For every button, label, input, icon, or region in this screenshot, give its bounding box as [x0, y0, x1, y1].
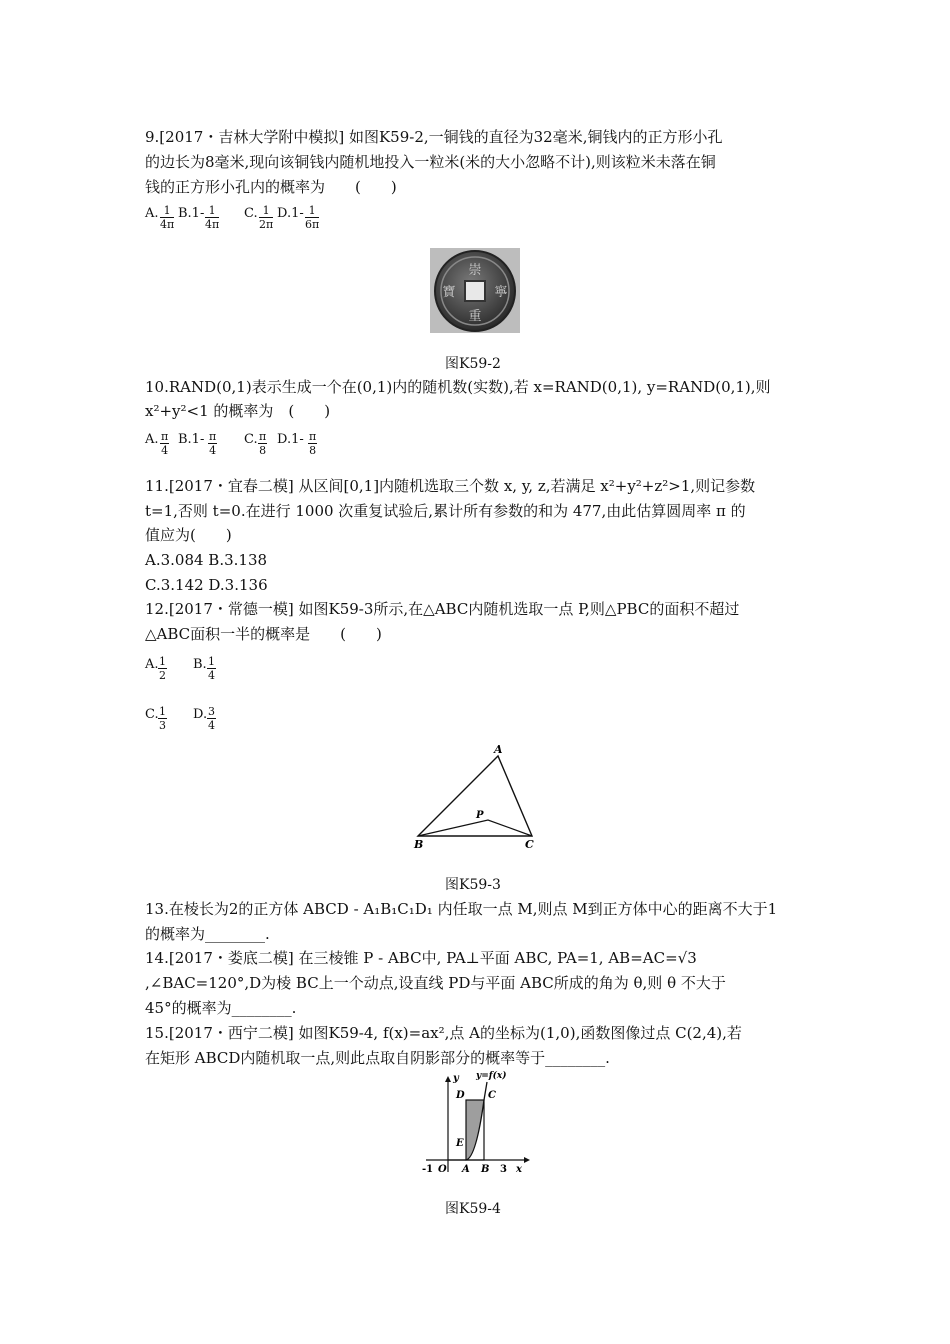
vertex-c-label: C [525, 838, 534, 851]
q10-option-b-fraction: $\frac{\pi}{4}$ [209, 430, 217, 457]
q11-line-3: 值应为( ) [145, 526, 232, 544]
q12-line-1: 12.[2017・常德一模] 如图K59-3所示,在△ABC内随机选取一点 P,则△PBC的面积不超过 [145, 600, 740, 618]
vertex-b-label: B [414, 838, 424, 851]
y-axis-arrow [445, 1076, 451, 1082]
q11-line-1: 11.[2017・宜春二模] 从区间[0,1]内随机选取三个数 x, y, z,若满足 x²+y²+z²>1,则记参数 [145, 477, 756, 495]
q10-option-d-label: D.1- [277, 432, 304, 447]
point-d-label: D [456, 1090, 465, 1101]
q9-option-a-label: A. [145, 206, 159, 221]
function-graph-figure [420, 1068, 535, 1180]
figure-caption-k59-4: 图K59-4 [445, 1201, 501, 1217]
q10-option-b-label: B.1- [178, 432, 205, 447]
q9-line-1: 9.[2017・吉林大学附中模拟] 如图K59-2,一铜钱的直径为32毫米,铜钱内的正方形小孔 [145, 128, 723, 146]
q12-option-a-label: A. [145, 657, 159, 672]
q10-option-a-fraction: $\frac{\pi}{4}$ [161, 430, 169, 457]
triangle-figure [408, 740, 548, 852]
point-b-label: B [481, 1164, 490, 1175]
q9-option-d-label: D.1- [277, 206, 304, 221]
q14-line-3: 45°的概率为________. [145, 999, 297, 1017]
q11-options-ab: A.3.084 B.3.138 [145, 551, 268, 569]
coin-glyph-right: 寧 [494, 285, 508, 300]
q10-option-d-fraction: $\frac{\pi}{8}$ [309, 430, 317, 457]
y-axis-label: y [453, 1073, 459, 1084]
figure-caption-k59-2: 图K59-2 [445, 356, 501, 372]
triangle-pbc-sides [418, 820, 532, 836]
q9-line-3: 钱的正方形小孔内的概率为 ( ) [145, 178, 397, 196]
point-c-label: C [488, 1090, 496, 1101]
q15-line-1: 15.[2017・西宁二模] 如图K59-4, f(x)=ax²,点 A的坐标为(1,0),函数图像过点 C(2,4),若 [145, 1024, 742, 1042]
q9-option-d-fraction: $\frac{1}{6\pi}$ [305, 204, 320, 231]
q9-option-c-fraction: $\frac{1}{2\pi}$ [259, 204, 274, 231]
coin-graphic [430, 248, 520, 333]
origin-label: O [438, 1164, 447, 1175]
shaded-region [466, 1100, 484, 1160]
q9-option-a-fraction: $\frac{1}{4\pi}$ [160, 204, 175, 231]
curve-label: y=f(x) [476, 1071, 507, 1081]
coin-photo [430, 248, 520, 333]
x-axis-arrow [524, 1157, 530, 1163]
triangle-abc [418, 756, 532, 836]
point-p-label: P [476, 810, 484, 821]
q14-line-1: 14.[2017・娄底二模] 在三棱锥 P - ABC中, PA⊥平面 ABC, PA=1, AB=AC=√3 [145, 949, 697, 967]
coin-glyph-top: 崇 [468, 263, 482, 278]
coin-glyph-bottom: 重 [468, 309, 482, 324]
q9-option-b-label: B.1- [178, 206, 205, 221]
q12-option-d-label: D. [193, 707, 208, 722]
q10-line-2: x²+y²<1 的概率为 ( ) [145, 402, 331, 420]
q12-option-a-fraction: $\frac{1}{2}$ [159, 655, 166, 682]
q12-line-2: △ABC面积一半的概率是 ( ) [145, 625, 382, 643]
q11-line-2: t=1,否则 t=0.在进行 1000 次重复试验后,累计所有参数的和为 477,由此估算圆周率 π 的 [145, 502, 746, 520]
q12-option-c-label: C. [145, 707, 159, 722]
q15-line-2: 在矩形 ABCD内随机取一点,则此点取自阴影部分的概率等于________. [145, 1049, 610, 1067]
x-axis-label: x [516, 1164, 522, 1175]
q11-options-cd: C.3.142 D.3.136 [145, 576, 268, 594]
q10-option-c-label: C. [244, 432, 258, 447]
q9-option-b-fraction: $\frac{1}{4\pi}$ [205, 204, 220, 231]
q13-line-1: 13.在棱长为2的正方体 ABCD - A₁B₁C₁D₁ 内任取一点 M,则点 M到正方体中心的距离不大于1 [145, 900, 778, 918]
q12-option-b-fraction: $\frac{1}{4}$ [208, 655, 215, 682]
triangle-diagram [408, 740, 548, 852]
point-a-label: A [462, 1164, 470, 1175]
point-e-label: E [456, 1138, 464, 1149]
q10-option-c-fraction: $\frac{\pi}{8}$ [259, 430, 267, 457]
q9-option-c-label: C. [244, 206, 258, 221]
q12-option-d-fraction: $\frac{3}{4}$ [208, 705, 215, 732]
tick-minus-one-label: -1 [422, 1164, 434, 1175]
coin-glyph-left: 寶 [442, 285, 456, 300]
q12-option-c-fraction: $\frac{1}{3}$ [159, 705, 166, 732]
q10-option-a-label: A. [145, 432, 159, 447]
q10-line-1: 10.RAND(0,1)表示生成一个在(0,1)内的随机数(实数),若 x=RAND(0,1), y=RAND(0,1),则 [145, 378, 771, 396]
vertex-a-label: A [494, 743, 503, 756]
tick-three-label: 3 [500, 1164, 507, 1175]
function-graph [420, 1068, 535, 1180]
q12-option-b-label: B. [193, 657, 207, 672]
q9-line-2: 的边长为8毫米,现向该铜钱内随机地投入一粒米(米的大小忽略不计),则该粒米未落在铜 [145, 153, 716, 171]
q14-line-2: ,∠BAC=120°,D为棱 BC上一个动点,设直线 PD与平面 ABC所成的角为 θ,则 θ 不大于 [145, 974, 726, 992]
figure-caption-k59-3: 图K59-3 [445, 877, 501, 893]
q13-line-2: 的概率为________. [145, 925, 270, 943]
